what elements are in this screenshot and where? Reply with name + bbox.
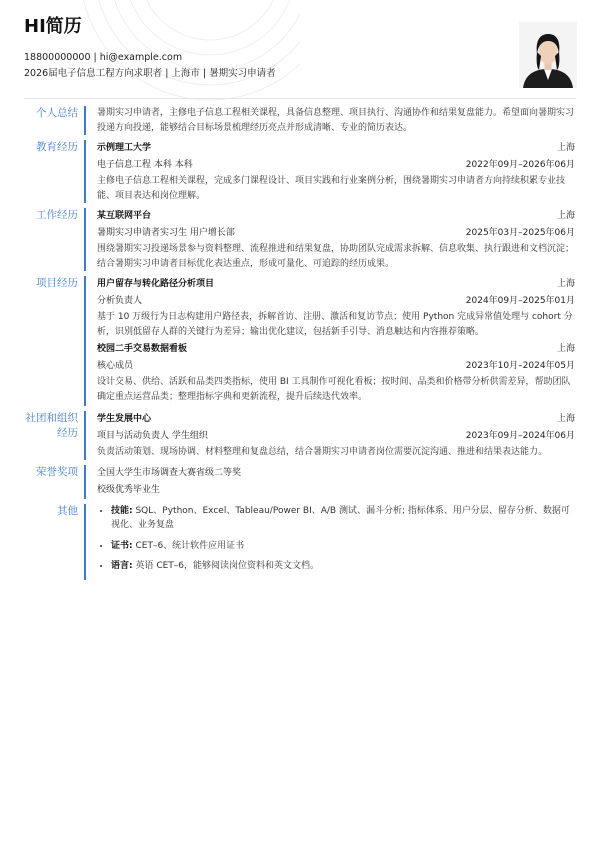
- section-accent-bar: [84, 276, 86, 406]
- section-label-awards: 荣誉奖项: [36, 465, 78, 478]
- language-key: 语言:: [111, 561, 133, 571]
- section-label-work: 工作经历: [36, 209, 78, 221]
- project-role: 分析负责人: [97, 296, 143, 306]
- project-location: 上海: [556, 279, 575, 289]
- skills-value: SQL、Python、Excel、Tableau/Power BI、A/B 测试、漏斗分析; 指标体系、用户分层、留存分析、数据可视化、业务复盘: [111, 505, 570, 530]
- project-location: 上海: [556, 344, 575, 354]
- project-name: 用户留存与转化路径分析项目: [97, 279, 215, 289]
- organization-description: 负责活动策划、现场协调、材料整理和复盘总结，结合暑期实习申请者岗位需要沉淀沟通、推进和结果表达能力。: [97, 447, 548, 457]
- section-label-activities: 社团和组织经历: [25, 412, 78, 439]
- project-role: 核心成员: [97, 361, 134, 371]
- section-accent-bar: [84, 140, 86, 203]
- award-item: 全国大学生市场调查大赛省级二等奖: [97, 467, 242, 478]
- contact-info: 18800000000 | hi@example.com: [24, 52, 183, 63]
- summary-text: 暑期实习申请者，主修电子信息工程相关课程，具备信息整理、项目执行、沟通协作和结果复盘能力。希望面向暑期实习投递方向投递，能够结合目标场景梳理经历亮点并形成清晰、专业的简历表达。: [97, 108, 575, 133]
- project-entry: [97, 276, 575, 339]
- education-period: 2022年09月–2026年06月: [465, 160, 575, 170]
- work-role: 暑期实习申请者实习生 用户增长部: [97, 228, 235, 238]
- page-title: HI简历: [24, 16, 82, 37]
- work-description: 围绕暑期实习投递场景参与资料整理、流程推进和结果复盘，协助团队完成需求拆解、信息收集、执行跟进和文档沉淀；结合暑期实习申请者目标优化表达重点，形成可量化、可追踪的经历成果。: [97, 244, 575, 269]
- organization-role: 项目与活动负责人 学生组织: [97, 431, 208, 441]
- section-work: [0, 208, 600, 271]
- work-period: 2025年03月–2025年06月: [465, 228, 575, 238]
- school-name: 示例理工大学: [97, 143, 152, 153]
- company-location: 上海: [556, 211, 575, 221]
- section-label-education: 教育经历: [36, 141, 78, 153]
- certificate-key: 证书:: [111, 540, 133, 551]
- section-accent-bar: [84, 208, 86, 271]
- job-intention: 2026届电子信息工程方向求职者 | 上海市 | 暑期实习申请者: [24, 68, 276, 79]
- certificate-item: [111, 539, 575, 554]
- organization-period: 2023年09月–2024年06月: [465, 431, 575, 441]
- section-label-other: 其他: [57, 504, 78, 517]
- organization-location: 上海: [556, 414, 575, 424]
- education-major: 电子信息工程 本科 本科: [97, 160, 193, 170]
- project-period: 2023年10月–2024年05月: [465, 361, 575, 371]
- award-item: 校级优秀毕业生: [97, 484, 161, 495]
- header-divider: [24, 98, 576, 99]
- section-projects: [0, 276, 600, 406]
- section-education: [0, 140, 600, 203]
- section-label-projects: 项目经历: [36, 277, 78, 289]
- project-period: 2024年09月–2025年01月: [465, 296, 575, 306]
- section-other: [0, 504, 600, 580]
- section-summary: [0, 106, 600, 135]
- organization-name: 学生发展中心: [97, 414, 152, 424]
- section-accent-bar: [84, 465, 86, 499]
- skills-key: 技能:: [111, 505, 133, 516]
- language-value: 英语 CET–6，能够阅读岗位资料和英文文档。: [132, 561, 320, 571]
- resume-header: [24, 16, 276, 82]
- company-name: 某互联网平台: [97, 211, 152, 221]
- project-entry: [97, 341, 575, 404]
- project-name: 校园二手交易数据看板: [97, 344, 188, 354]
- section-accent-bar: [84, 106, 86, 135]
- skills-item: [111, 504, 575, 533]
- education-description: 主修电子信息工程相关课程，完成多门课程设计、项目实践和行业案例分析，围绕暑期实习申请者方向持续积累专业技能、项目表达和岗位理解。: [97, 176, 566, 201]
- project-description: 基于 10 万级行为日志构建用户路径表，拆解首访、注册、激活和复访节点；使用 Python 完成异常值处理与 cohort 分析，识别低留存人群的关键行为差异；输出优化建议，包括新手引导、消息触达和内容推荐策略。: [97, 312, 573, 337]
- school-location: 上海: [556, 143, 575, 153]
- section-accent-bar: [84, 411, 86, 460]
- language-item: [111, 559, 575, 574]
- profile-photo: [519, 22, 577, 88]
- project-description: 设计交易、供给、活跃和品类四类指标，使用 BI 工具制作可视化看板；按时间、品类和价格带分析供需差异，帮助团队确定重点运营品类；整理指标字典和更新流程，提升后续迭代效率。: [97, 377, 571, 402]
- section-label-summary: 个人总结: [36, 107, 78, 119]
- certificate-value: CET–6、统计软件应用证书: [132, 540, 245, 551]
- section-accent-bar: [84, 504, 86, 580]
- section-activities: [0, 411, 600, 460]
- section-awards: [0, 465, 600, 499]
